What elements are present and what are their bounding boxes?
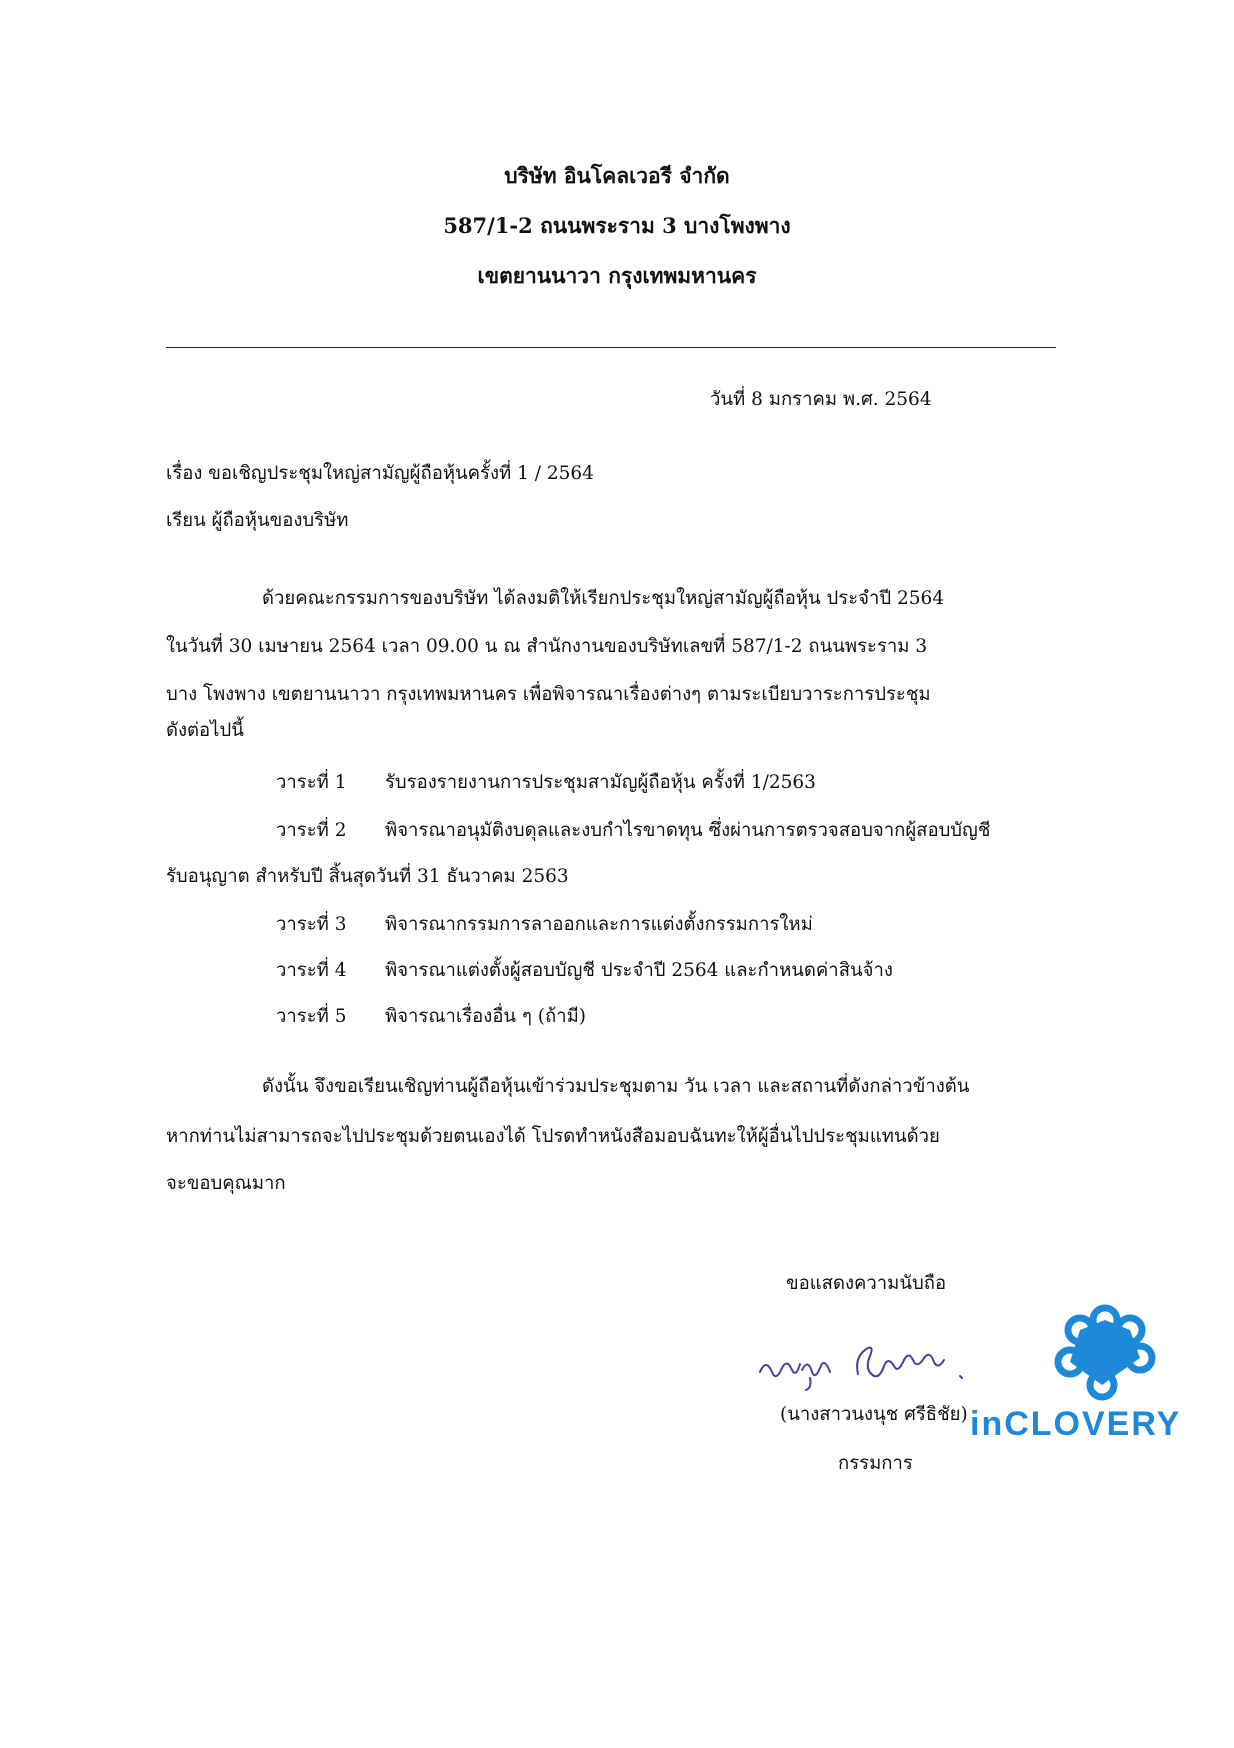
- signoff-regards: ขอแสดงความนับถือ: [786, 1273, 947, 1294]
- agenda-label-1: วาระที่ 1: [276, 772, 347, 793]
- body-line-4: ดังต่อไปนี้: [166, 720, 244, 741]
- closing-line-1: ดังนั้น จึงขอเรียนเชิญท่านผู้ถือหุ้นเข้าร่วมประชุมตาม วัน เวลา และสถานที่ดังกล่าวข้างต้น: [262, 1076, 970, 1097]
- closing-line-2: หากท่านไม่สามารถจะไปประชุมด้วยตนเองได้ โปรดทำหนังสือมอบฉันทะให้ผู้อื่นไปประชุมแทนด้วย: [166, 1126, 940, 1147]
- agenda-text-5: พิจารณาเรื่องอื่น ๆ (ถ้ามี): [385, 1006, 586, 1027]
- agenda-label-5: วาระที่ 5: [276, 1006, 347, 1027]
- body-line-1: ด้วยคณะกรรมการของบริษัท ได้ลงมติให้เรียกประชุมใหญ่สามัญผู้ถือหุ้น ประจำปี 2564: [262, 588, 945, 609]
- svg-text:inCLOVERY: inCLOVERY: [970, 1405, 1182, 1443]
- agenda-text-1: รับรองรายงานการประชุมสามัญผู้ถือหุ้น ครั้งที่ 1/2563: [385, 772, 816, 793]
- signer-title: กรรมการ: [838, 1453, 913, 1474]
- company-address-line1: 587/1-2 ถนนพระราม 3 บางโพงพาง: [443, 213, 791, 238]
- inclovery-logo: [970, 1300, 1210, 1450]
- agenda-text-2-continuation: รับอนุญาต สำหรับปี สิ้นสุดวันที่ 31 ธันวาคม 2563: [166, 866, 569, 887]
- letter-subject: เรื่อง ขอเชิญประชุมใหญ่สามัญผู้ถือหุ้นครั้งที่ 1 / 2564: [166, 463, 594, 484]
- agenda-text-3: พิจารณากรรมการลาออกและการแต่งตั้งกรรมการใหม่: [385, 914, 813, 935]
- letter-date: วันที่ 8 มกราคม พ.ศ. 2564: [710, 389, 932, 410]
- handwritten-signature: [750, 1330, 1000, 1400]
- agenda-text-4: พิจารณาแต่งตั้งผู้สอบบัญชี ประจำปี 2564 และกำหนดค่าสินจ้าง: [385, 960, 893, 981]
- closing-line-3: จะขอบคุณมาก: [166, 1173, 286, 1194]
- agenda-label-4: วาระที่ 4: [276, 960, 347, 981]
- agenda-label-3: วาระที่ 3: [276, 914, 347, 935]
- agenda-text-2: พิจารณาอนุมัติงบดุลและงบกำไรขาดทุน ซึ่งผ่านการตรวจสอบจากผู้สอบบัญชี: [385, 820, 991, 841]
- header-divider: [166, 347, 1056, 348]
- agenda-label-2: วาระที่ 2: [276, 820, 347, 841]
- letter-recipient: เรียน ผู้ถือหุ้นของบริษัท: [166, 510, 349, 531]
- body-line-2: ในวันที่ 30 เมษายน 2564 เวลา 09.00 น ณ สำนักงานของบริษัทเลขที่ 587/1-2 ถนนพระราม 3: [166, 636, 928, 657]
- body-line-3: บาง โพงพาง เขตยานนาวา กรุงเทพมหานคร เพื่อพิจารณาเรื่องต่างๆ ตามระเบียบวาระการประชุม: [166, 684, 931, 705]
- company-name: บริษัท อินโคลเวอรี จำกัด: [504, 163, 730, 188]
- signer-name: (นางสาวนงนุช ศรีธิชัย): [780, 1404, 968, 1425]
- company-address-line2: เขตยานนาวา กรุงเทพมหานคร: [477, 263, 757, 288]
